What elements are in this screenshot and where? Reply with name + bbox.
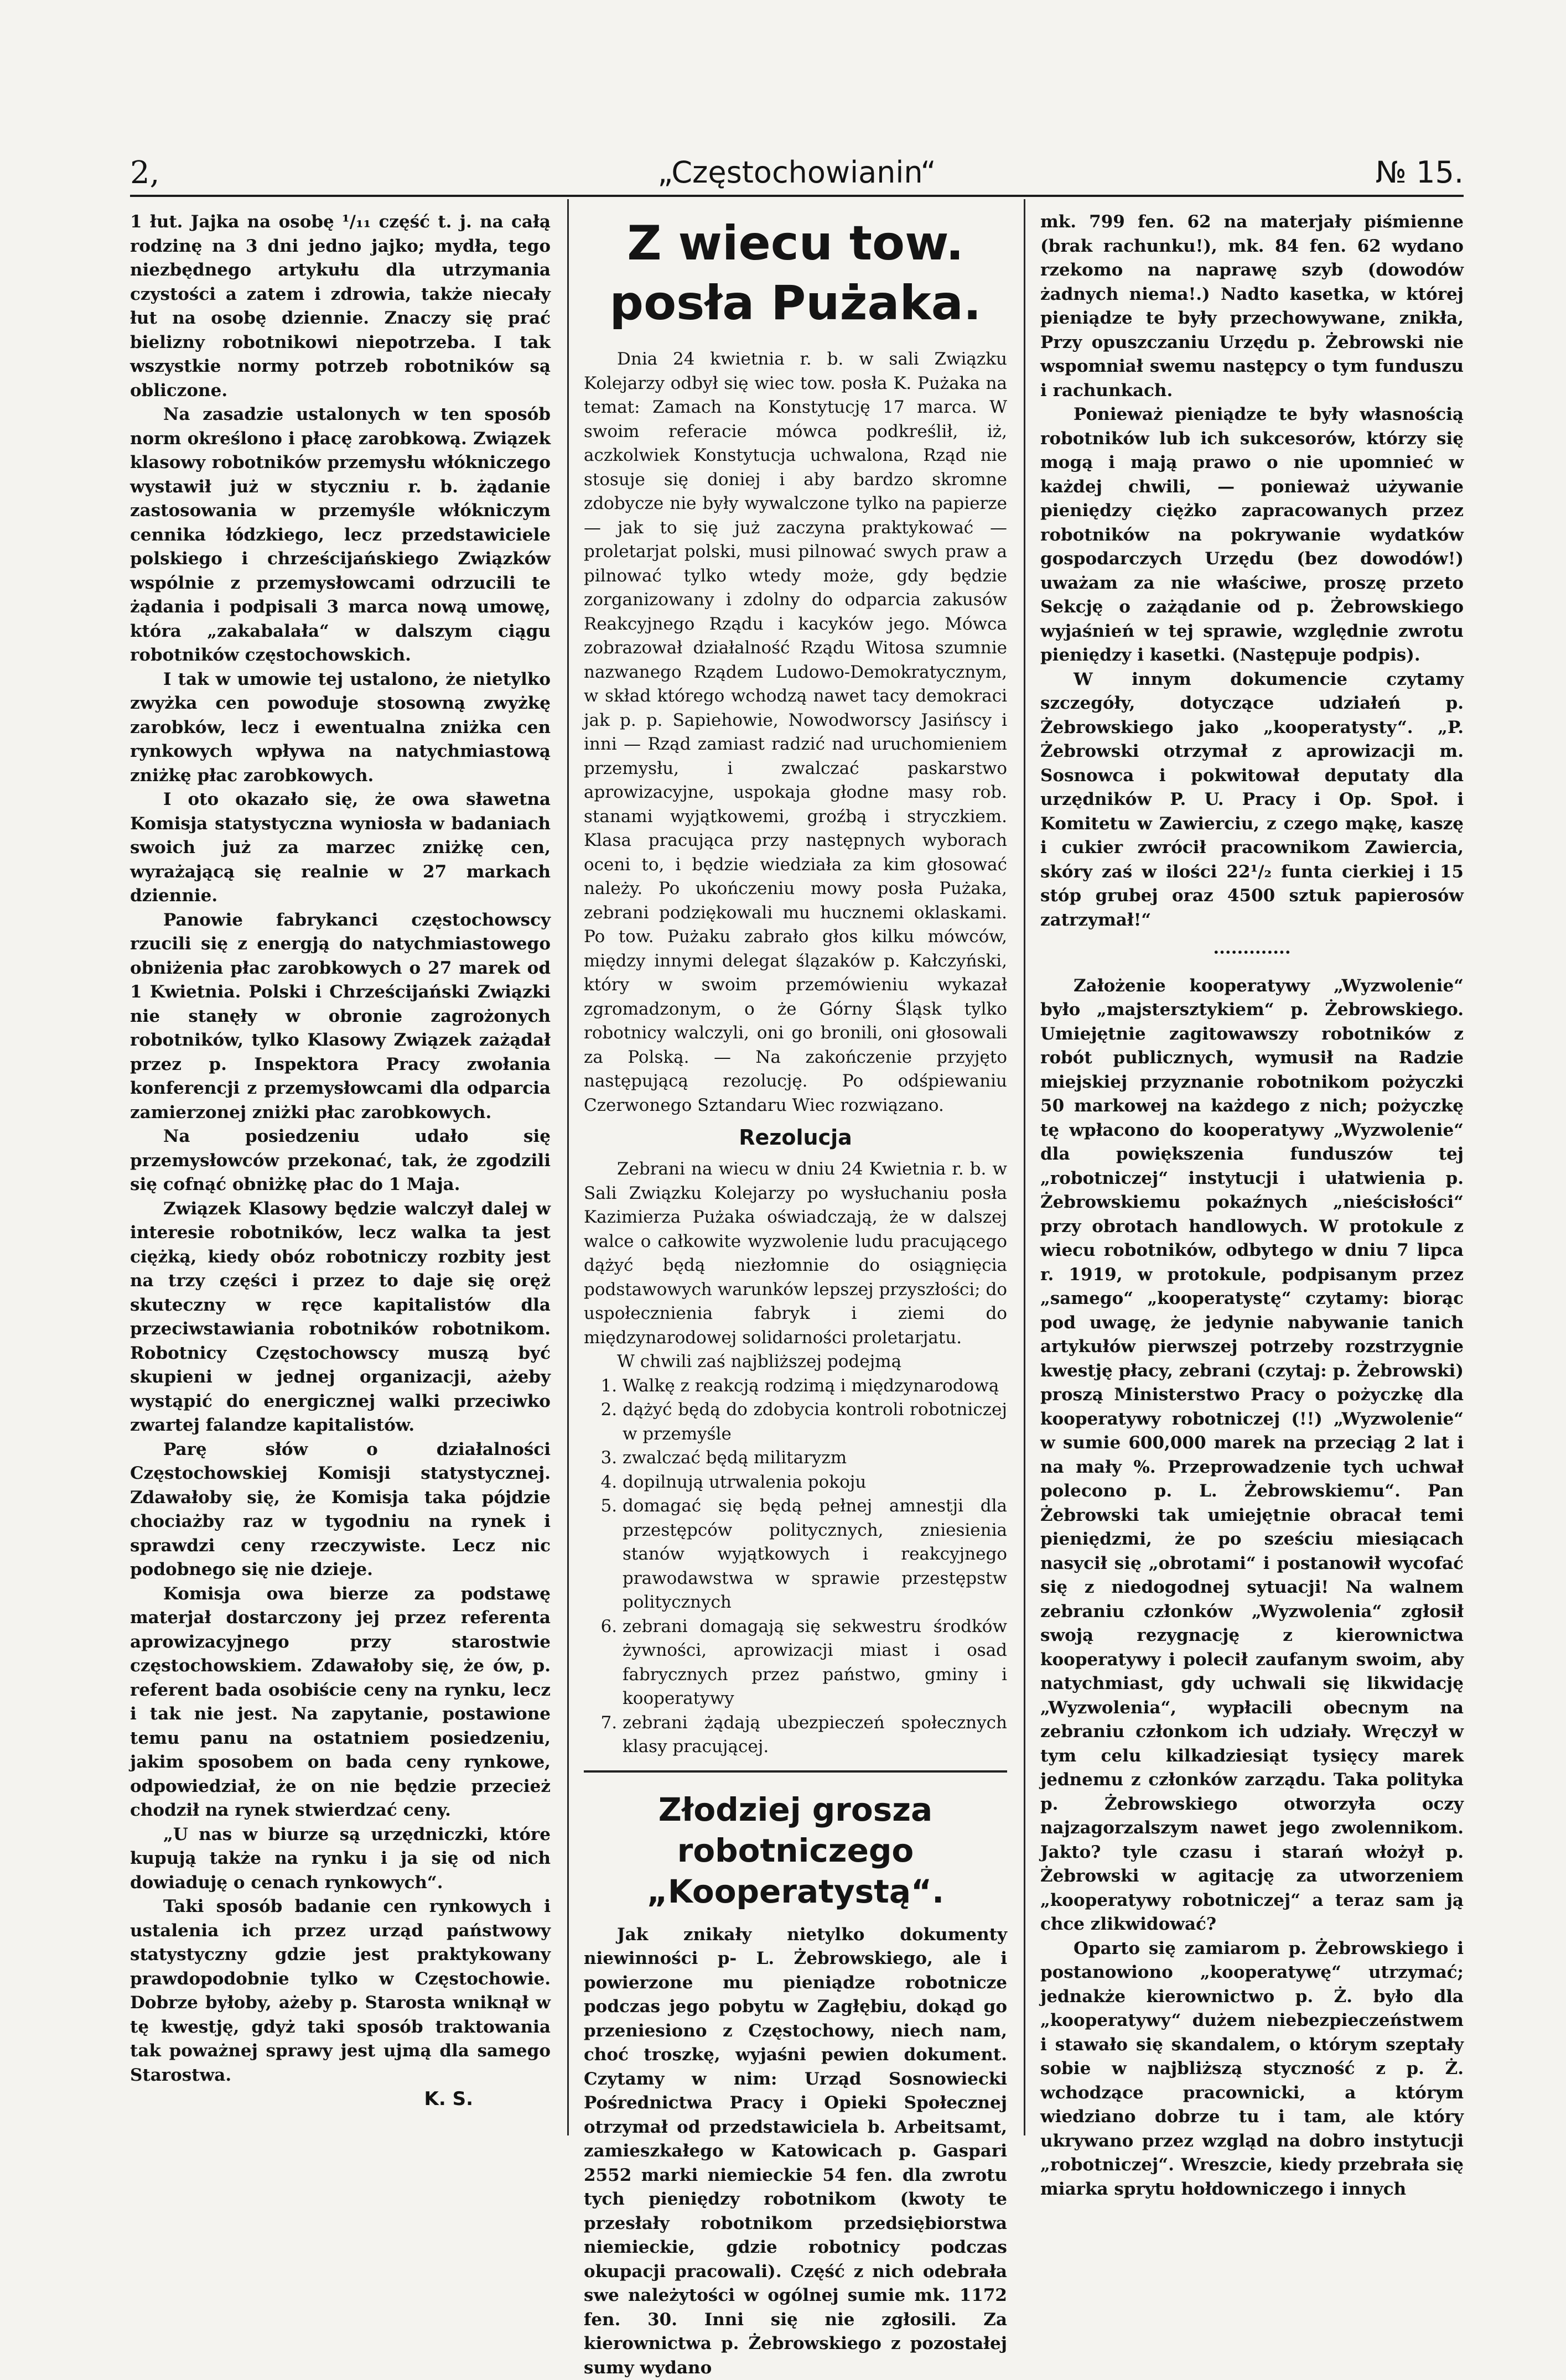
article-signature: K. S. [130, 2087, 551, 2112]
col1-paragraph: Taki sposób badanie cen rynkowych i ustalenia ich przez urząd państwowy statystyczny gdzie jest praktykowany prawdopodobnie tylko w Częstochowie. Dobrze byłoby, ażeby p. Starosta wniknął w tę kwestję, gdyż taki sposób traktowania tak poważnej sprawy jest ujmą dla samego Starostwa. [130, 1895, 551, 2087]
list-item: 2. dążyć będą do zdobycia kontroli robotniczej w przemyśle [623, 1398, 1007, 1446]
column-2 [584, 210, 1007, 2135]
list-item: 5. domagać się będą pełnej amnestji dla przestępców politycznych, zniesienia stanów wyjątkowych i reakcyjnego prawodawstwa w sprawie przestępstw politycznych [623, 1494, 1007, 1615]
page-number: 2, [130, 155, 159, 191]
page-header [130, 149, 1464, 194]
col1-paragraph: „U nas w biurze są urzędniczki, które kupują także na rynku i ja się od nich dowiaduję o cenach rynkowych“. [130, 1823, 551, 1895]
col1-paragraph: Na zasadzie ustalonych w ten sposób norm określono i płacę zarobkową. Związek klasowy robotników przemysłu włókniczego wystawił już w styczniu r. b. żądanie zastosowania w przemyśle włókniczym cennika łódzkiego, lecz przedstawiciele polskiego i chrześcijańskiego Związków wspólnie z przemysłowcami odrzucili te żądania i podpisali 3 marca nową umowę, która „zakabalała“ w dalszym ciągu robotników częstochowskich. [130, 403, 551, 668]
col3-paragraph: Ponieważ pieniądze te były własnością robotników lub ich sukcesorów, którzy się mogą i mają prawo o nie upomnieć w każdej chwili, — ponieważ używanie pieniędzy ciężko zapracowanych przez robotników na pokrywanie wydatków gospodarczych Urzędu (bez dowodów!) uważam za nie właściwe, proszę przeto Sekcję o zażądanie od p. Żebrowskiego wyjaśnień w tej sprawie, względnie zwrotu pieniędzy i kasetki. (Następuje podpis). [1040, 403, 1464, 668]
column-1 [130, 210, 551, 2135]
column-3 [1040, 210, 1464, 2135]
col1-paragraph: I tak w umowie tej ustalono, że nietylko zwyżka cen powoduje stosowną zwyżkę zarobków, lecz i ewentualna zniżka cen rynkowych wpływa na natychmiastową zniżkę płac zarobkowych. [130, 668, 551, 788]
list-item: 7. zebrani żądają ubezpieczeń społecznych klasy pracującej. [623, 1711, 1007, 1759]
col3-paragraph: W innym dokumencie czytamy szczegóły, dotyczące udziałeń p. Żebrowskiego jako „kooperatysty“. „P. Żebrowski otrzymał z aprowizacji m. Sosnowca i pokwitował deputaty dla urzędników P. U. Pracy i Op. Społ. i Komitetu w Zawierciu, z czego mąkę, kaszę i cukier zwrócił pracownikom Zawiercia, skóry zaś w ilości 22¹/₂ funta cierkiej i 15 stóp grubej oraz 4500 sztuk papierosów zatrzymał!“ [1040, 668, 1464, 933]
resolution-lead: W chwili zaś najbliższej podejmą [584, 1350, 1007, 1374]
article-separator [584, 1770, 1007, 1773]
resolution-heading: Rezolucja [584, 1123, 1007, 1152]
col1-paragraph: I oto okazało się, że owa sławetna Komisja statystyczna wyniosła w badaniach swoich już za marzec zniżkę cen, wyrażającą się realnie w 27 markach dziennie. [130, 788, 551, 908]
issue-number: № 15. [1376, 155, 1464, 190]
list-item: 4. dopilnują utrwalenia pokoju [623, 1470, 1007, 1495]
col1-paragraph: Na posiedzeniu udało się przemysłowców przekonać, tak, że zgodzili się cofnąć obniżkę płac do 1 Maja. [130, 1125, 551, 1197]
column-divider-2 [1024, 199, 1025, 2135]
list-item: 6. zebrani domagają się sekwestru środków żywności, aprowizacji miast i osad fabrycznych przez państwo, gminy i kooperatywy [623, 1615, 1007, 1711]
list-item: 3. zwalczać będą militaryzm [623, 1446, 1007, 1470]
newspaper-title: „Częstochowianin“ [130, 155, 1464, 190]
resolution-intro: Zebrani na wiecu w dniu 24 Kwietnia r. b. w Sali Związku Kolejarzy po wysłuchaniu posła Kazimierza Pużaka oświadczają, że w dalszej walce o całkowite wyzwolenie ludu pracującego dążyć będą niezłomnie do osiągnięcia podstawowych warunków lepszej przyszłości; do uspołecznienia fabryk i ziemi do międzynarodowej solidarności proletarjatu. [584, 1157, 1007, 1350]
col2-article2-text: Jak znikały nietylko dokumenty niewinności p- L. Żebrowskiego, ale i powierzone mu pieniądze robotnicze podczas jego pobytu w Zagłębiu, dokąd go przeniesiono z Częstochowy, niech nam, choć troszkę, wyjaśni pewien dokument. Czytamy w nim: Urząd Sosnowiecki Pośrednictwa Pracy i Opieki Społecznej otrzymał od przedstawiciela b. Arbeitsamt, zamieszkałego w Katowicach p. Gaspari 2552 marki niemieckie 54 fen. dla zwrotu tych pieniędzy robotnikom (kwoty te przesłały robotnikom przedsiębiorstwa niemieckie, gdzie robotnicy podczas okupacji pracowali). Część z nich odebrała swe należytości w ogólnej sumie mk. 1172 fen. 30. Inni się nie zgłosili. Za kierownictwa p. Żebrowskiego z pozostałej sumy wydano [584, 1923, 1007, 2380]
col2-paragraph: Dnia 24 kwietnia r. b. w sali Związku Kolejarzy odbył się wiec tow. posła K. Pużaka na temat: Zamach na Konstytucję 17 marca. W swoim referacie mówca podkreślił, iż, aczkolwiek Konstytucja uchwalona, Rząd nie stosuje się doniej i aby bardzo skromne zdobycze nie były wywalczone tylko na papierze — jak to się już zaczyna praktykować — proletarjat polski, musi pilnować swych praw a pilnować tylko wtedy może, gdy będzie zorganizowany i zdolny do odparcia zakusów Reakcyjnego Rządu i kacyków jego. Mówca zobrazował działalność Rządu Witosa szumnie nazwanego Rządem Ludowo-Demokratycznym, w skład którego wchodzą nawet tacy demokraci jak p. p. Sapiehowie, Nowodworscy Jasińscy i inni — Rząd zamiast radzić nad uruchomieniem przemysłu, i zwalczać paskarstwo aprowizacyjne, uspokaja głodne masy rob. stanami wyjątkowemi, groźbą i stryczkiem. Klasa pracująca przy następnych wyborach oceni to, i będzie wiedziała za kim głosować należy. Po ukończeniu mowy posła Pużaka, zebrani podziękowali mu hucznemi oklaskami. Po tow. Pużaku zabrało głos kilku mówców, między innymi delegat ślązaków p. Kałczyński, który w swoim przemówieniu wykazał zgromadzonym, o że Górny Śląsk tylko robotnicy walczyli, oni go bronili, oni głosowali za Polską. — Na zakończenie przyjęto następującą rezolucję. Po odśpiewaniu Czerwonego Sztandaru Wiec rozwiązano. [584, 347, 1007, 1118]
article-headline-2: Złodziej grosza robotniczego „Kooperatystą“. [584, 1789, 1007, 1912]
col1-paragraph: 1 łut. Jajka na osobę ¹/₁₁ część t. j. na całą rodzinę na 3 dni jedno jajko; mydła, tego niezbędnego artykułu dla utrzymania czystości a zatem i zdrowia, także niecały łut na osobę dziennie. Znaczy się prać bielizny robotnikowi niepotrzeba. I tak wszystkie normy potrzeb robotników są obliczone. [130, 210, 551, 403]
column-divider-1 [567, 199, 569, 2135]
article-headline: Z wiecu tow. posła Pużaka. [584, 214, 1007, 333]
col3-paragraph: Oparto się zamiarom p. Żebrowskiego i postanowiono „kooperatywę“ utrzymać; jednakże kierownictwo p. Ż. było dla „kooperatywy“ dużem niebezpieczeństwem i stawało się skandalem, o którym szeptały sobie w najbliższą styczność z p. Ż. wchodzące pracownicki, a którym wiedziano dobrze tu i tam, ale który ukrywano przez wzgląd na dobro instytucji „robotniczej“. Wreszcie, kiedy przebrała się miarka sprytu hołdowniczego i innych [1040, 1937, 1464, 2202]
col1-paragraph: Panowie fabrykanci częstochowscy rzucili się z energją do natychmiastowego obniżenia płac zarobkowych o 27 marek od 1 Kwietnia. Polski i Chrześcijański Związki nie stanęły w obronie zagrożonych robotników, tylko Klasowy Związek zażądał przez p. Inspektora Pracy zwołania konferencji z przemysłowcami dla odparcia zamierzonej zniżki płac zarobkowych. [130, 908, 551, 1125]
col3-paragraph: mk. 799 fen. 62 na materjały piśmienne (brak rachunku!), mk. 84 fen. 62 wydano rzekomo na naprawę szyb (dowodów żadnych niema!.) Nadto kasetka, w której pieniądze te były przechowywane, znikła, Przy opuszczaniu Urzędu p. Żebrowski nie wspomniał swemu następcy o tym funduszu i rachunkach. [1040, 210, 1464, 403]
col1-paragraph: Związek Klasowy będzie walczył dalej w interesie robotników, lecz walka ta jest ciężką, kiedy obóz robotniczy rozbity jest na trzy części i przez to daje się oręż skuteczny w ręce kapitalistów dla przeciwstawiania robotników robotnikom. Robotnicy Częstochowscy muszą być skupieni w jednej organizacji, ażeby wystąpić do energicznej walki przeciwko zwartej falandze kapitalistów. [130, 1197, 551, 1438]
col1-paragraph: Parę słów o działalności Częstochowskiej Komisji statystycznej. Zdawałoby się, że Komisja taka pójdzie chociażby raz w tygodniu na rynek i sprawdzi ceny rzeczywiste. Lecz nic podobnego się nie dzieje. [130, 1438, 551, 1582]
col3-paragraph: Założenie kooperatywy „Wyzwolenie“ było „majstersztykiem“ p. Żebrowskiego. Umiejętnie zagitowawszy robotników z robót publicznych, wymusił na Radzie miejskiej przyznanie robotnikom pożyczki 50 markowej na każdego z nich; pożyczkę tę wpłacono do kooperatywy „Wyzwolenie“ dla powiększenia funduszów tej „robotniczej“ instytucji i ułatwienia p. Żebrowskiemu pokaźnych „nieścisłości“ przy obrotach handlowych. W protokule z wiecu robotników, odbytego w dniu 7 lipca r. 1919, w protokule, podpisanym przez „samego“ „kooperatystę“ czytamy: biorąc pod uwagę, że jedynie nabywanie tanich artykułów pierwszej potrzeby rozstrzygnie kwestję płacy, zebrani (czytaj: p. Żebrowski) proszą Ministerstwo Pracy o pożyczkę dla kooperatywy robotniczej (!!) „Wyzwolenie“ w sumie 600,000 marek na przeciąg 2 lat i na mały %. Przeprowadzenie tych uchwał polecono p. L. Żebrowskiemu“. Pan Żebrowski tak umiejętnie obracał temi pieniędzmi, że po sześciu miesiącach nasycił się „obrotami“ i postanowił wycofać się z niedogodnej sytuacji! Na walnem zebraniu członków „Wyzwolenia“ zgłosił swoją rezygnację z kierownictwa kooperatywy i polecił zaufanym swoim, aby natychmiast, gdy uchwali się likwidację „Wyzwolenia“, wypłacili obecnym na zebraniu członkom ich udziały. Wręczył w tym celu kilkadziesiąt tysięcy marek jednemu z członków zarządu. Taka polityka p. Żebrowskiego otworzyła oczy najzagorzalszym nawet jego zwolennikom. Jakto? tyle czasu i starań włożył p. Żebrowski w agitację za utworzeniem „kooperatywy robotniczej“ a teraz sam ją chce zlikwidować? [1040, 974, 1464, 1937]
col1-paragraph: Komisja owa bierze za podstawę materjał dostarczony jej przez referenta aprowizacyjnego przy starostwie częstochowskiem. Zdawałoby się, że ów, p. referent bada osobiście ceny na rynku, lecz i tak nie jest. Na zapytanie, postawione temu panu na ostatniem posiedzeniu, jakim sposobem on bada ceny rynkowe, odpowiedział, że on nie będzie przecież chodził na rynek stwierdzać ceny. [130, 1582, 551, 1823]
resolution-list [584, 1374, 1007, 1759]
list-item: 1. Walkę z reakcją rodzimą i międzynarodową [623, 1374, 1007, 1399]
header-rule [130, 195, 1464, 197]
dotted-separator: ············· [1040, 941, 1464, 965]
